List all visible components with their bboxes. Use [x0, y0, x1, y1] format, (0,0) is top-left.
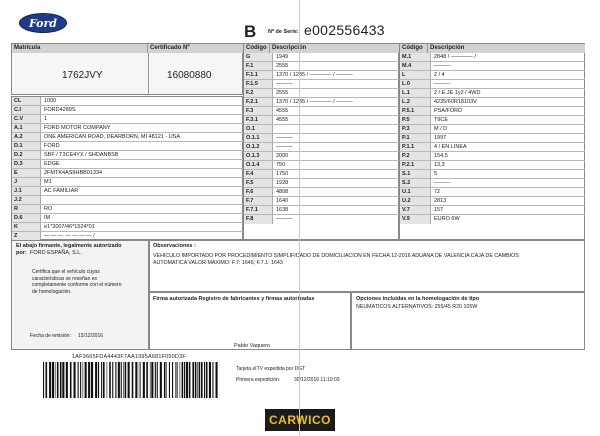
- table-row: J.1 AC FAMILIAR: [12, 187, 243, 196]
- date-value: 15/12/2016: [78, 333, 104, 339]
- table-row: P.2.1 13,3: [400, 161, 585, 170]
- table-row: P.3 M / D: [400, 125, 585, 134]
- table-row: F.3 4555: [244, 107, 399, 116]
- primera-label: Primera expedición:: [236, 377, 281, 383]
- primera-value: 30/12/2016 11:10:03: [294, 377, 340, 383]
- table-row: O.1.4 750: [244, 161, 399, 170]
- vehicle-mid-table: [243, 43, 399, 240]
- table-row: F.1 2555: [244, 62, 399, 71]
- barcode-number: 1AF3665FDA4443F7AA1995A681F050D3F: [72, 354, 186, 360]
- observaciones-text: VEHICULO IMPORTADO POR PROCEDIMIENTO SIMPLIFICADO DE DOMICILIACION EN FECHA 12-2016 ADUANA DE VALENCIA CAJA DE CAMBIOS AUTOMATICA VALOR MAXIMO: F.7: 1645; F.7.1: 1643: [153, 253, 519, 266]
- right-code-header: Código: [400, 44, 428, 53]
- table-row: A.1 FORD MOTOR COMPANY: [12, 124, 243, 133]
- vehicle-left-table: [11, 96, 243, 240]
- table-row: U.2 2813: [400, 197, 585, 206]
- table-row: P.2 154,5: [400, 152, 585, 161]
- por-label: por:: [16, 250, 27, 256]
- table-row: F.1.1 1370 / 1235 / ———— / ———: [244, 71, 399, 80]
- por-value: FORD ESPAÑA, S.L.: [30, 250, 82, 256]
- table-row: F.7.1 1638: [244, 206, 399, 215]
- table-row: M.1 2848 / ———— /: [400, 53, 585, 62]
- table-row: G 1949: [244, 53, 399, 62]
- table-row: C.V 1: [12, 115, 243, 124]
- certificado-header: Certificado Nº: [148, 44, 243, 53]
- matricula-value: 1762JVY: [62, 70, 103, 81]
- table-row: P.1.1 4 / EN LINEA: [400, 143, 585, 152]
- table-row: L 2 / 4: [400, 71, 585, 80]
- firma-box: [149, 292, 351, 350]
- table-row: Z — — — — — — — /: [14, 233, 95, 239]
- opciones-box: [351, 292, 585, 350]
- observaciones-box: [149, 240, 585, 292]
- table-row: F.6 4808: [244, 188, 399, 197]
- table-row: F.1.5 ———: [244, 80, 399, 89]
- table-row: J M1: [12, 178, 243, 187]
- table-row: C.I FORD4289S: [12, 106, 243, 115]
- table-row: F.8 ———: [246, 216, 293, 222]
- table-row: P.5 T9CE: [400, 116, 585, 125]
- left-rows: [12, 97, 243, 241]
- table-row: S.1 5: [400, 170, 585, 179]
- table-row: A.2 ONE AMERICAN ROAD, DEARBORN, MI 48121 - USA: [12, 133, 243, 142]
- table-row: D.2 SBF / T3CE4YX / SHDANBSB: [12, 151, 243, 160]
- signatory-box: [11, 240, 149, 350]
- ford-logo-text: Ford: [28, 16, 58, 30]
- fold-line: [299, 0, 300, 436]
- table-row: R RO: [12, 205, 243, 214]
- mid-desc-header: Descripción: [270, 44, 399, 53]
- firma-label: Firma autorizada Registro de fabricantes y firmas autorizadas: [153, 296, 315, 302]
- table-row: L.0 ———: [400, 80, 585, 89]
- table-row: F.2 2555: [244, 89, 399, 98]
- table-row: D.3 EDGE: [12, 160, 243, 169]
- table-row: CL 1000: [12, 97, 243, 106]
- table-row: F.2.1 1370 / 1235 / ———— / ———: [244, 98, 399, 107]
- table-row: F.3.1 4555: [244, 116, 399, 125]
- signatory-heading: El abajo firmante, legalmente autorizado: [16, 243, 122, 249]
- matricula-header: Matrícula: [12, 44, 148, 53]
- table-row: F.5 1928: [244, 179, 399, 188]
- ford-logo: [19, 13, 67, 33]
- barcode-graphic: [43, 362, 219, 398]
- signer-name: Pablo Vaquero: [234, 343, 270, 349]
- certificado-value: 16080880: [167, 70, 212, 81]
- table-row: V.9 EURO 6W: [402, 216, 460, 222]
- table-row: F.4 1750: [244, 170, 399, 179]
- certification-text: Certifica que el vehículo cuyas características se reseñan es completamente conforme con el número de homologación.: [32, 269, 122, 295]
- mid-code-header: Código: [244, 44, 270, 53]
- date-label: Fecha de emisión:: [30, 333, 71, 339]
- itv-label: Tarjeta eITV expedida por DGT: [236, 366, 306, 372]
- table-row: S.2 ———: [400, 179, 585, 188]
- carwico-text: CARWICO: [269, 413, 331, 427]
- opciones-text: NEUMATICOS ALTERNATIVOS: 255/45 R20 105W: [356, 304, 478, 310]
- identity-block: [11, 43, 243, 95]
- table-row: D.1 FORD: [12, 142, 243, 151]
- table-row: P.5.1 PSA/FORD: [400, 107, 585, 116]
- table-row: J.2: [12, 196, 243, 205]
- table-row: M.4 ———: [400, 62, 585, 71]
- table-row: O.1.1 ———: [244, 134, 399, 143]
- vehicle-right-table: [399, 43, 585, 240]
- table-row: O.1.2 ———: [244, 143, 399, 152]
- table-row: P.1 1997: [400, 134, 585, 143]
- serie-number: e002556433: [304, 22, 385, 38]
- table-row: O.1.3 2000: [244, 152, 399, 161]
- table-row: O.1: [244, 125, 399, 134]
- table-row: D.6 IM: [12, 214, 243, 223]
- serie-label: Nº de Serie:: [268, 29, 299, 35]
- carwico-logo: [265, 409, 335, 431]
- observaciones-label: Observaciones :: [153, 243, 196, 249]
- table-row: L.2 4235/60R18103V: [400, 98, 585, 107]
- opciones-label: Opciones incluidas en la homologación de tipo: [356, 296, 480, 302]
- table-row: K e1*2007/46*1524*01: [12, 223, 243, 232]
- right-desc-header: Descripción: [428, 44, 585, 53]
- table-row: L.1 2 / E.JE 1y2 / 4WD: [400, 89, 585, 98]
- table-row: V.7 157: [400, 206, 585, 215]
- table-row: U.1 72: [400, 188, 585, 197]
- table-row: F.7 1640: [244, 197, 399, 206]
- document-letter: B: [244, 22, 257, 41]
- table-row: E 2FMTK4AS9HBB01334: [12, 169, 243, 178]
